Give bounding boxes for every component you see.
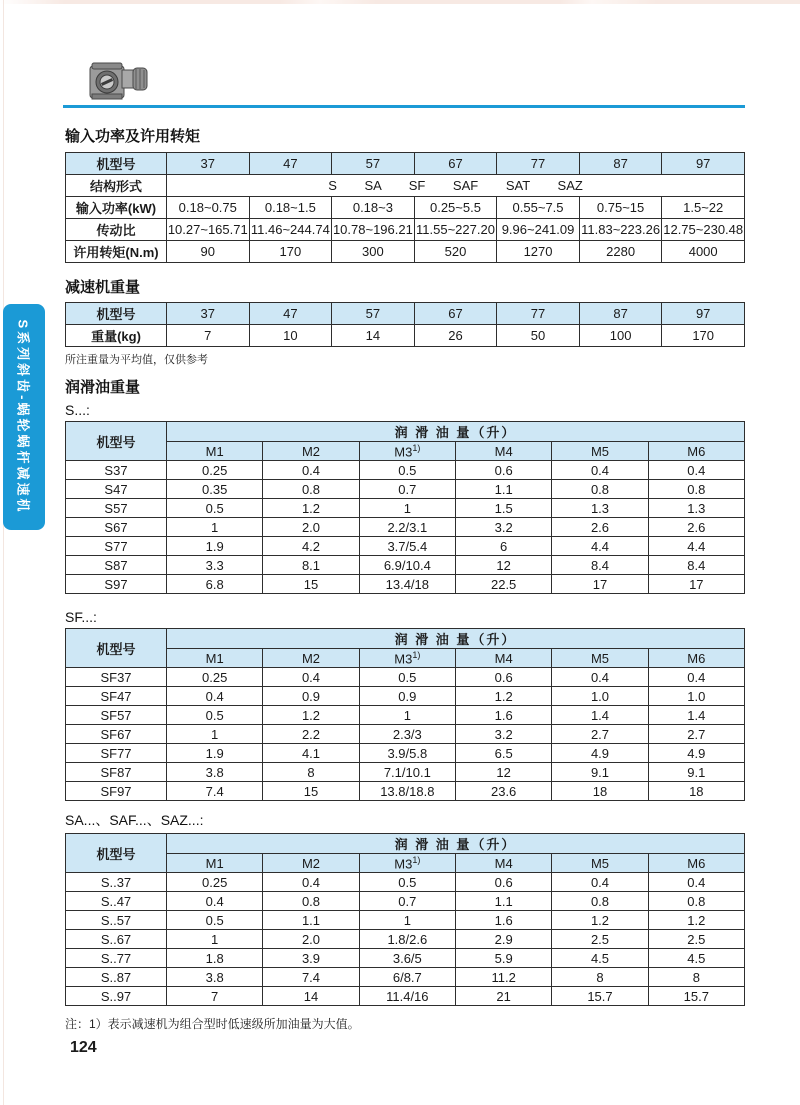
column-header: 37	[167, 153, 250, 175]
data-cell: 12.75~230.48	[662, 219, 745, 241]
table-row	[66, 499, 745, 518]
data-cell: 0.6	[455, 668, 551, 687]
data-cell: 3.2	[455, 725, 551, 744]
footnote-ref: 1)	[412, 649, 421, 660]
data-cell: 0.4	[648, 873, 744, 892]
table-row	[66, 668, 745, 687]
data-cell: 0.25~5.5	[414, 197, 497, 219]
weight-table	[65, 302, 745, 347]
data-cell: 1.2	[455, 687, 551, 706]
data-cell: 0.35	[167, 480, 263, 499]
table-header-row	[66, 303, 745, 325]
data-cell: 26	[414, 325, 497, 347]
data-cell: 23.6	[455, 782, 551, 801]
data-cell: 2.0	[263, 930, 359, 949]
data-cell: 3.8	[167, 763, 263, 782]
data-cell: 0.7	[359, 892, 455, 911]
data-cell: 8	[263, 763, 359, 782]
data-cell: 0.5	[167, 706, 263, 725]
table-row	[66, 949, 745, 968]
table-row	[66, 987, 745, 1006]
row-label-cell: SF77	[66, 744, 167, 763]
data-cell: 15.7	[648, 987, 744, 1006]
column-header: 67	[414, 153, 497, 175]
data-cell: 6/8.7	[359, 968, 455, 987]
data-cell: 0.6	[455, 461, 551, 480]
data-cell: 0.25	[167, 873, 263, 892]
table-header-row	[66, 629, 745, 649]
data-cell: 6.8	[167, 575, 263, 594]
column-header	[359, 649, 455, 668]
data-cell: 0.4	[552, 668, 648, 687]
data-cell: 2.5	[552, 930, 648, 949]
column-group-header-oil: 润 滑 油 量（升）	[167, 834, 745, 854]
table-row	[66, 537, 745, 556]
data-cell: 9.96~241.09	[497, 219, 580, 241]
column-header: 37	[167, 303, 250, 325]
column-header-model: 机型号	[66, 834, 167, 873]
column-header: M4	[455, 442, 551, 461]
data-cell: 7.4	[263, 968, 359, 987]
data-cell: 0.4	[263, 461, 359, 480]
data-cell: 1.4	[552, 706, 648, 725]
row-label-cell: SF37	[66, 668, 167, 687]
row-label-cell: S47	[66, 480, 167, 499]
data-cell: 17	[648, 575, 744, 594]
column-header-model: 机型号	[66, 629, 167, 668]
column-header	[359, 854, 455, 873]
row-label-cell: S67	[66, 518, 167, 537]
column-header-m3: M3	[394, 651, 413, 667]
data-cell: 1.8/2.6	[359, 930, 455, 949]
column-header: 67	[414, 303, 497, 325]
row-label-cell: SF67	[66, 725, 167, 744]
row-label-cell: S97	[66, 575, 167, 594]
row-label-cell: 结构形式	[66, 175, 167, 197]
data-cell: 12	[455, 763, 551, 782]
lube-group-label-s: S...:	[65, 402, 90, 418]
data-cell: 15	[263, 782, 359, 801]
data-cell: 8.1	[263, 556, 359, 575]
data-cell: 0.25	[167, 461, 263, 480]
data-cell: 4.9	[648, 744, 744, 763]
data-cell: 170	[662, 325, 745, 347]
data-cell: 4.4	[552, 537, 648, 556]
data-cell: 2.5	[648, 930, 744, 949]
row-label-cell: S..57	[66, 911, 167, 930]
data-cell: 0.5	[167, 499, 263, 518]
data-cell: 1.2	[648, 911, 744, 930]
data-cell: 7	[167, 987, 263, 1006]
row-label-cell: S..97	[66, 987, 167, 1006]
lube-group-label-sa: SA...、SAF...、SAZ...:	[65, 812, 204, 828]
section-title-lube: 润滑油重量	[65, 379, 141, 396]
data-cell: 2.3/3	[359, 725, 455, 744]
data-cell: 2.2/3.1	[359, 518, 455, 537]
column-header: 77	[497, 153, 580, 175]
row-label-cell: S..87	[66, 968, 167, 987]
data-cell: 2.2	[263, 725, 359, 744]
column-header: 87	[579, 303, 662, 325]
data-cell: 0.8	[552, 480, 648, 499]
data-cell: 0.4	[167, 892, 263, 911]
data-cell: 0.8	[648, 892, 744, 911]
column-header: M4	[455, 649, 551, 668]
data-cell: 300	[332, 241, 415, 263]
data-cell: 9.1	[648, 763, 744, 782]
data-cell: 0.25	[167, 668, 263, 687]
table-row	[66, 197, 745, 219]
data-cell: 1.5	[455, 499, 551, 518]
column-header-m3: M3	[394, 856, 413, 872]
sidebar-section-tab[interactable]	[3, 304, 45, 530]
data-cell: 1	[167, 725, 263, 744]
data-cell: 50	[497, 325, 580, 347]
row-label-cell: SF97	[66, 782, 167, 801]
table-header-row	[66, 153, 745, 175]
table-header-row	[66, 834, 745, 854]
data-cell: 11.55~227.20	[414, 219, 497, 241]
data-cell: 18	[648, 782, 744, 801]
page-content	[65, 0, 745, 1057]
data-cell: 0.4	[648, 461, 744, 480]
data-cell: 2.0	[263, 518, 359, 537]
data-cell: 0.4	[552, 873, 648, 892]
row-label-cell: S..47	[66, 892, 167, 911]
section-title-power: 输入功率及许用转矩	[65, 128, 201, 145]
column-header: M2	[263, 854, 359, 873]
row-label-cell: 传动比	[66, 219, 167, 241]
lube-table-sa	[65, 833, 745, 1006]
row-label-cell: 重量(kg)	[66, 325, 167, 347]
column-header: 机型号	[66, 303, 167, 325]
data-cell: 1.9	[167, 744, 263, 763]
row-label-cell: S87	[66, 556, 167, 575]
lube-group-label-sf: SF...:	[65, 609, 97, 625]
data-cell: 0.5	[167, 911, 263, 930]
table-row	[66, 175, 745, 197]
data-cell: 8	[648, 968, 744, 987]
data-cell: 0.18~0.75	[167, 197, 250, 219]
data-cell: 0.4	[263, 668, 359, 687]
table-row	[66, 930, 745, 949]
data-cell: 1.2	[552, 911, 648, 930]
data-cell: 0.8	[552, 892, 648, 911]
section-title-weight: 减速机重量	[65, 279, 141, 296]
table-row	[66, 782, 745, 801]
data-cell: 13.8/18.8	[359, 782, 455, 801]
footnote-ref: 1)	[412, 442, 421, 453]
data-cell: 0.7	[359, 480, 455, 499]
table-row	[66, 518, 745, 537]
column-header: M5	[552, 649, 648, 668]
table-row	[66, 556, 745, 575]
data-cell: 1.5~22	[662, 197, 745, 219]
data-cell: 3.8	[167, 968, 263, 987]
data-cell: 1.1	[455, 480, 551, 499]
data-cell: 4.5	[648, 949, 744, 968]
data-cell: 1	[167, 930, 263, 949]
data-cell: 8.4	[552, 556, 648, 575]
data-cell: 3.2	[455, 518, 551, 537]
column-header: M6	[648, 854, 744, 873]
data-cell: 0.9	[263, 687, 359, 706]
row-label-cell: 输入功率(kW)	[66, 197, 167, 219]
data-cell: 2.7	[648, 725, 744, 744]
table-row	[66, 892, 745, 911]
table-row	[66, 968, 745, 987]
row-label-cell: S..77	[66, 949, 167, 968]
column-header-model: 机型号	[66, 422, 167, 461]
table-row	[66, 461, 745, 480]
data-cell: 2.6	[648, 518, 744, 537]
data-cell: 0.5	[359, 461, 455, 480]
column-group-header-oil: 润 滑 油 量（升）	[167, 422, 745, 442]
data-cell: 1	[167, 518, 263, 537]
column-header: M2	[263, 649, 359, 668]
data-cell: 4.5	[552, 949, 648, 968]
data-cell: 0.18~3	[332, 197, 415, 219]
data-cell: 8.4	[648, 556, 744, 575]
data-cell: 0.9	[359, 687, 455, 706]
data-cell: 4.9	[552, 744, 648, 763]
data-cell: 0.4	[167, 687, 263, 706]
data-cell: 15	[263, 575, 359, 594]
structure-types-cell: S SA SF SAF SAT SAZ	[167, 175, 745, 197]
data-cell: 10.27~165.71	[167, 219, 250, 241]
data-cell: 1.3	[648, 499, 744, 518]
table-row	[66, 219, 745, 241]
data-cell: 1	[359, 499, 455, 518]
data-cell: 0.8	[263, 480, 359, 499]
data-cell: 11.46~244.74	[249, 219, 332, 241]
column-header: M5	[552, 442, 648, 461]
column-header: M1	[167, 854, 263, 873]
lube-table-sf	[65, 628, 745, 801]
data-cell: 1.8	[167, 949, 263, 968]
data-cell: 100	[579, 325, 662, 347]
data-cell: 11.4/16	[359, 987, 455, 1006]
column-header: 57	[332, 303, 415, 325]
data-cell: 14	[332, 325, 415, 347]
page-edge-line	[3, 0, 4, 1105]
data-cell: 3.7/5.4	[359, 537, 455, 556]
table-header-row	[66, 442, 745, 461]
data-cell: 18	[552, 782, 648, 801]
page-footnote: 注：1）表示减速机为组合型时低速级所加油量为大值。	[65, 1017, 360, 1031]
column-header: M2	[263, 442, 359, 461]
data-cell: 0.5	[359, 668, 455, 687]
data-cell: 90	[167, 241, 250, 263]
data-cell: 17	[552, 575, 648, 594]
data-cell: 0.55~7.5	[497, 197, 580, 219]
row-label-cell: SF47	[66, 687, 167, 706]
data-cell: 1.6	[455, 911, 551, 930]
weight-note: 所注重量为平均值，仅供参考	[65, 354, 208, 366]
data-cell: 0.4	[648, 668, 744, 687]
row-label-cell: SF87	[66, 763, 167, 782]
data-cell: 0.6	[455, 873, 551, 892]
sidebar-section-label: S系列斜齿-蜗轮蜗杆减速机	[15, 319, 31, 515]
data-cell: 1.0	[552, 687, 648, 706]
data-cell: 1.6	[455, 706, 551, 725]
data-cell: 0.75~15	[579, 197, 662, 219]
column-header: M5	[552, 854, 648, 873]
table-row	[66, 911, 745, 930]
data-cell: 7	[167, 325, 250, 347]
data-cell: 1.0	[648, 687, 744, 706]
table-row	[66, 575, 745, 594]
data-cell: 22.5	[455, 575, 551, 594]
row-label-cell: S..37	[66, 873, 167, 892]
table-row	[66, 480, 745, 499]
column-header: 47	[249, 153, 332, 175]
data-cell: 4.2	[263, 537, 359, 556]
data-cell: 9.1	[552, 763, 648, 782]
data-cell: 520	[414, 241, 497, 263]
row-label-cell: S57	[66, 499, 167, 518]
data-cell: 3.9/5.8	[359, 744, 455, 763]
data-cell: 6.5	[455, 744, 551, 763]
data-cell: 2.6	[552, 518, 648, 537]
column-header: 47	[249, 303, 332, 325]
row-label-cell: S77	[66, 537, 167, 556]
table-row	[66, 763, 745, 782]
data-cell: 0.5	[359, 873, 455, 892]
table-row	[66, 725, 745, 744]
header-divider-rule	[63, 105, 745, 108]
data-cell: 4.1	[263, 744, 359, 763]
data-cell: 1.3	[552, 499, 648, 518]
column-header: M6	[648, 649, 744, 668]
data-cell: 0.8	[263, 892, 359, 911]
data-cell: 12	[455, 556, 551, 575]
data-cell: 11.83~223.26	[579, 219, 662, 241]
data-cell: 3.3	[167, 556, 263, 575]
data-cell: 0.18~1.5	[249, 197, 332, 219]
table-header-row	[66, 422, 745, 442]
column-header: 97	[662, 153, 745, 175]
data-cell: 2.9	[455, 930, 551, 949]
data-cell: 1	[359, 911, 455, 930]
data-cell: 7.1/10.1	[359, 763, 455, 782]
column-header: M1	[167, 442, 263, 461]
column-header-m3: M3	[394, 444, 413, 460]
data-cell: 11.2	[455, 968, 551, 987]
table-row	[66, 241, 745, 263]
data-cell: 21	[455, 987, 551, 1006]
column-header: 77	[497, 303, 580, 325]
data-cell: 7.4	[167, 782, 263, 801]
data-cell: 13.4/18	[359, 575, 455, 594]
data-cell: 5.9	[455, 949, 551, 968]
data-cell: 10.78~196.21	[332, 219, 415, 241]
column-header: 87	[579, 153, 662, 175]
data-cell: 1.2	[263, 499, 359, 518]
data-cell: 1.1	[455, 892, 551, 911]
column-header: 机型号	[66, 153, 167, 175]
column-header: M4	[455, 854, 551, 873]
gearmotor-image	[88, 58, 150, 102]
data-cell: 6.9/10.4	[359, 556, 455, 575]
row-label-cell: S37	[66, 461, 167, 480]
table-header-row	[66, 854, 745, 873]
data-cell: 1	[359, 706, 455, 725]
data-cell: 1270	[497, 241, 580, 263]
data-cell: 2.7	[552, 725, 648, 744]
data-cell: 3.6/5	[359, 949, 455, 968]
table-row	[66, 325, 745, 347]
table-row	[66, 706, 745, 725]
data-cell: 4.4	[648, 537, 744, 556]
column-group-header-oil: 润 滑 油 量（升）	[167, 629, 745, 649]
row-label-cell: 许用转矩(N.m)	[66, 241, 167, 263]
data-cell: 1.9	[167, 537, 263, 556]
data-cell: 0.4	[552, 461, 648, 480]
data-cell: 1.4	[648, 706, 744, 725]
data-cell: 0.8	[648, 480, 744, 499]
table-row	[66, 687, 745, 706]
row-label-cell: SF57	[66, 706, 167, 725]
power-torque-table	[65, 152, 745, 263]
data-cell: 6	[455, 537, 551, 556]
footnote-ref: 1)	[412, 854, 421, 865]
page-number: 124	[70, 1039, 97, 1056]
data-cell: 1.1	[263, 911, 359, 930]
data-cell: 15.7	[552, 987, 648, 1006]
data-cell: 14	[263, 987, 359, 1006]
table-row	[66, 873, 745, 892]
data-cell: 8	[552, 968, 648, 987]
data-cell: 1.2	[263, 706, 359, 725]
data-cell: 10	[249, 325, 332, 347]
column-header: M1	[167, 649, 263, 668]
column-header: 97	[662, 303, 745, 325]
column-header	[359, 442, 455, 461]
lube-table-s	[65, 421, 745, 594]
data-cell: 3.9	[263, 949, 359, 968]
data-cell: 2280	[579, 241, 662, 263]
row-label-cell: S..67	[66, 930, 167, 949]
table-header-row	[66, 649, 745, 668]
data-cell: 170	[249, 241, 332, 263]
data-cell: 4000	[662, 241, 745, 263]
data-cell: 0.4	[263, 873, 359, 892]
column-header: 57	[332, 153, 415, 175]
column-header: M6	[648, 442, 744, 461]
table-row	[66, 744, 745, 763]
